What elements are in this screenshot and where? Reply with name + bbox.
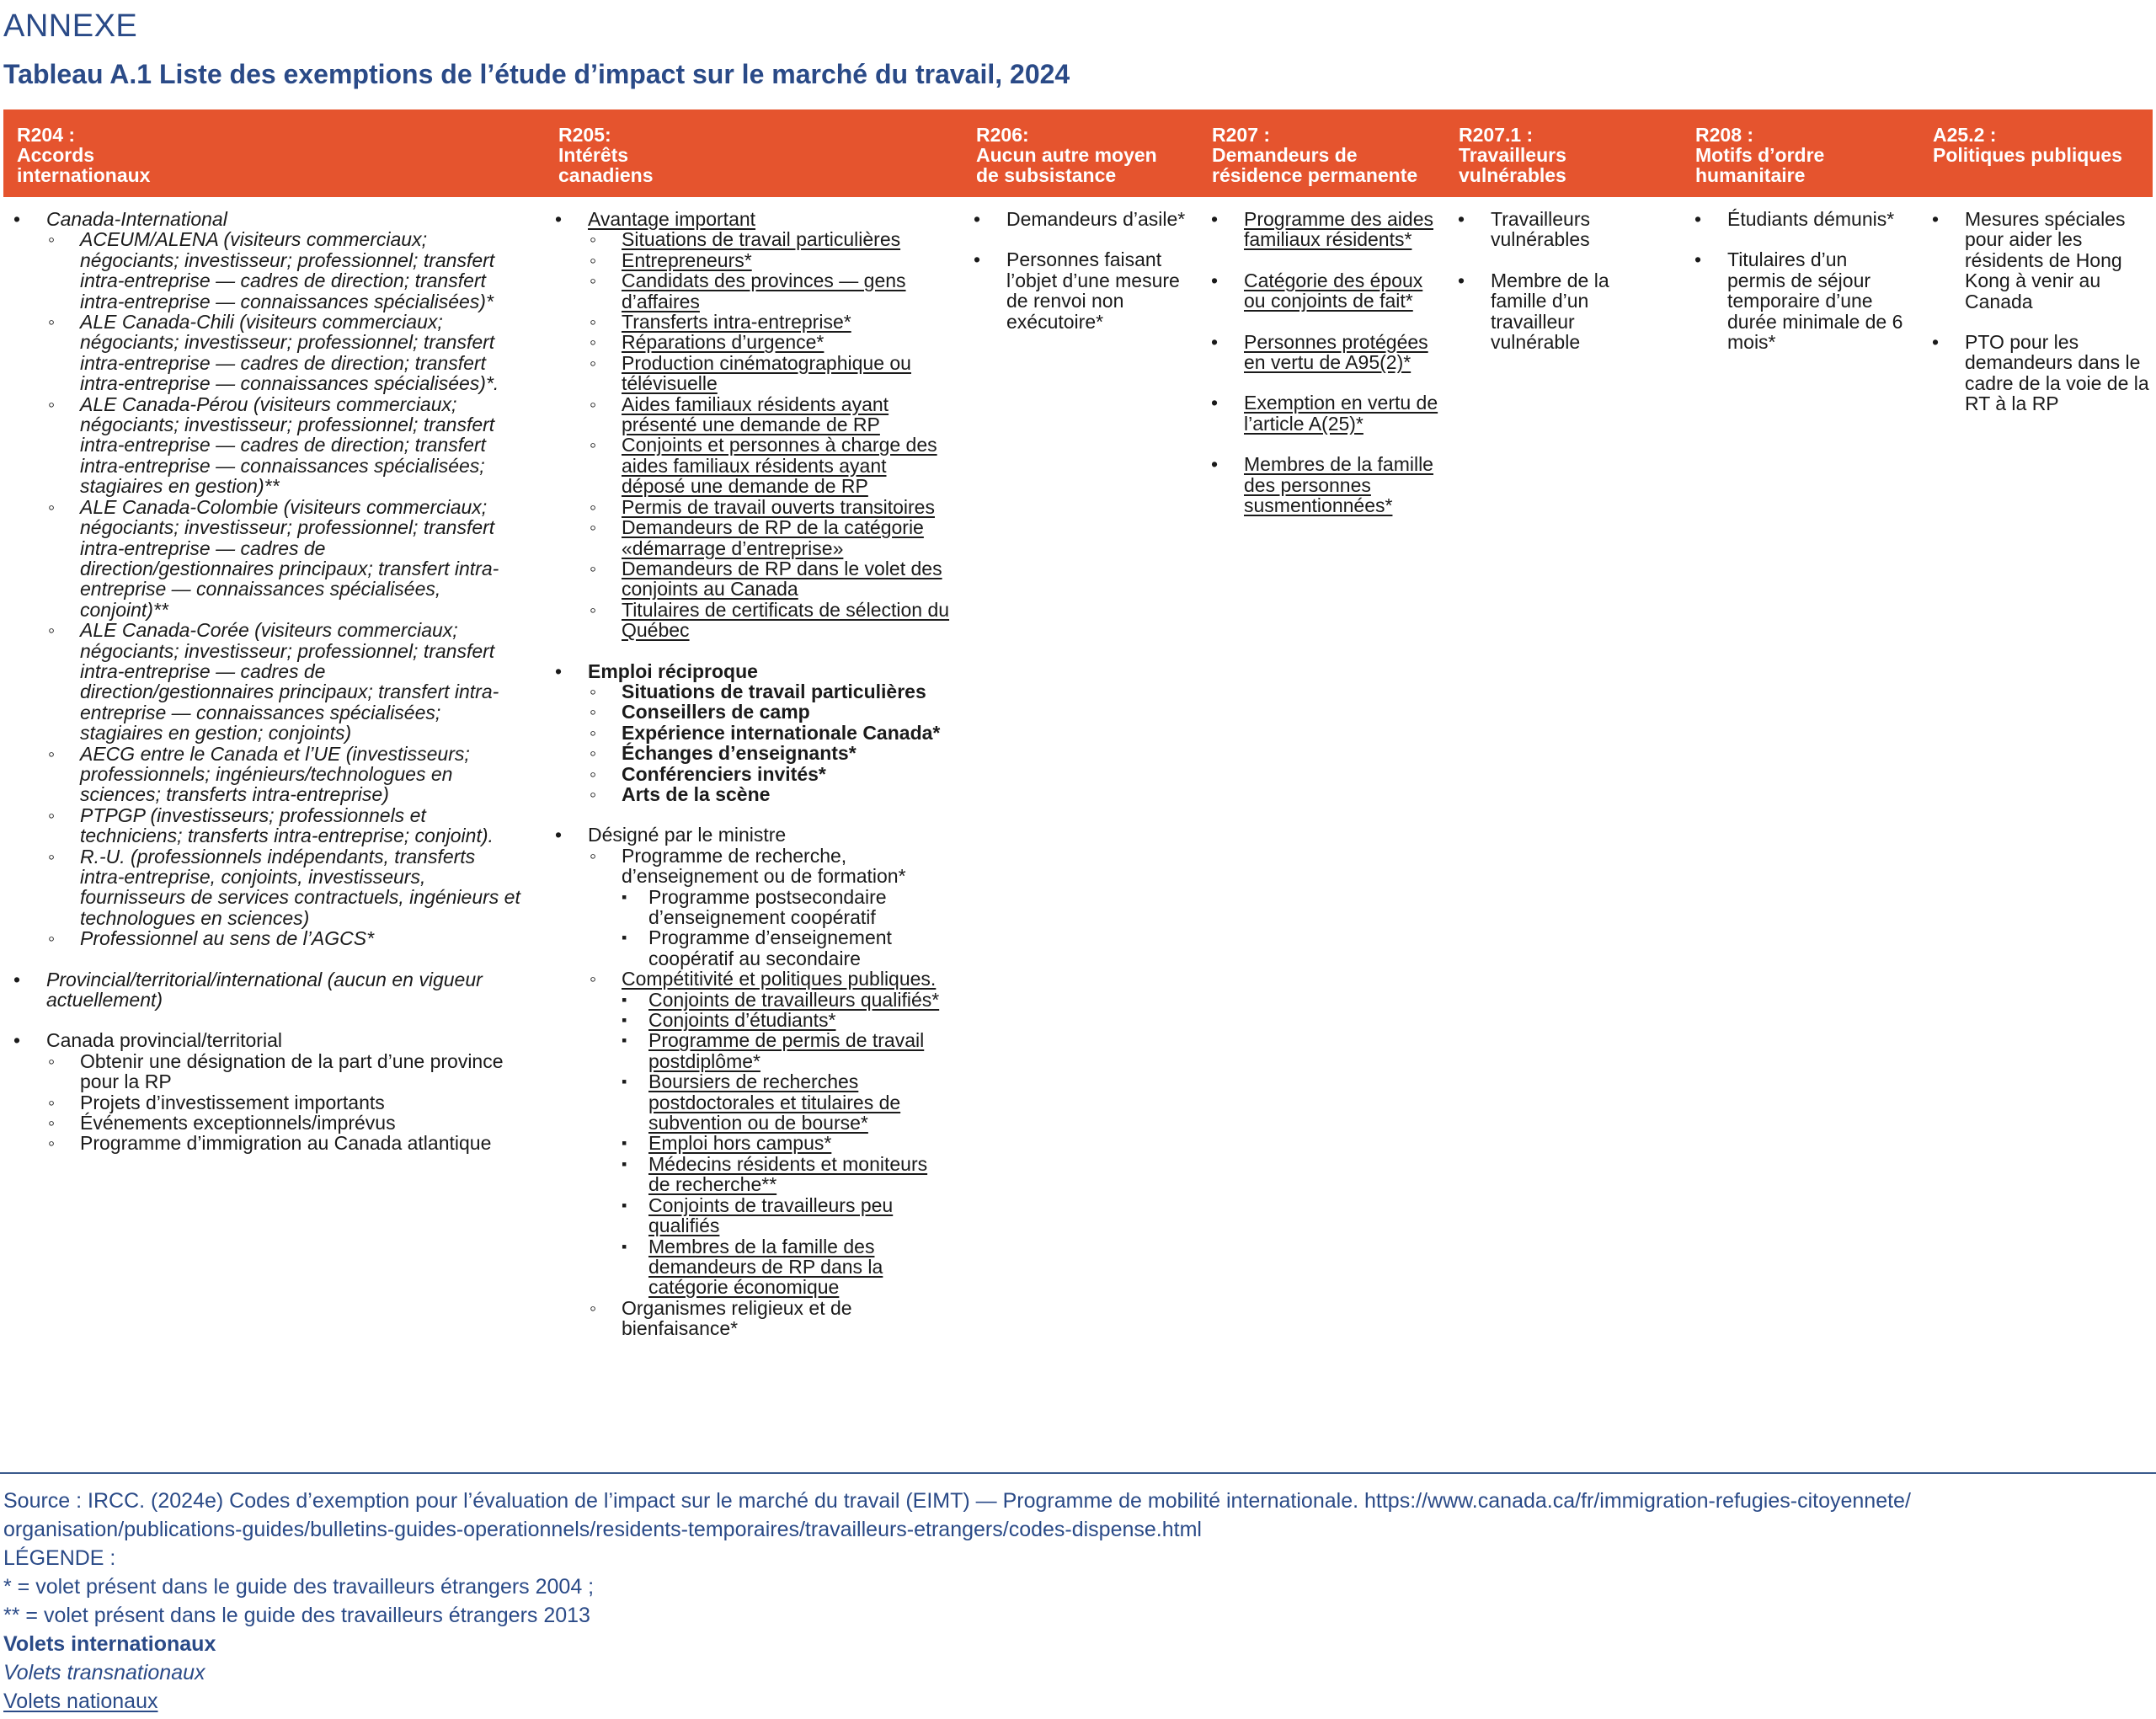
sub-list xyxy=(588,229,952,640)
group-spacer xyxy=(1446,250,1669,270)
header-col-r204 xyxy=(17,125,150,185)
list-item xyxy=(543,825,952,1338)
footer-divider xyxy=(0,1472,2156,1474)
list-item xyxy=(1446,270,1669,353)
list-item-text: Conjoints d’étudiants* xyxy=(648,1009,836,1032)
list-item-text: Programme d’enseignement coopératif au secondaire xyxy=(648,926,892,969)
header-label: Travailleurs vulnérables xyxy=(1459,144,1566,186)
legend-double-star: ** = volet présent dans le guide des travailleurs étrangers 2013 xyxy=(3,1604,590,1627)
list-item-text: Personnes protégées en vertu de A95(2)* xyxy=(1244,330,1428,374)
list-item-text: Médecins résidents et moniteurs de recherche** xyxy=(648,1152,928,1196)
header-label: Demandeurs de résidence permanente xyxy=(1212,144,1418,186)
list-item-text: Boursiers de recherches postdoctorales et titulaires de subvention ou de bourse* xyxy=(648,1070,901,1134)
column-r208-content xyxy=(1683,209,1906,352)
list-item-text: Entrepreneurs* xyxy=(622,248,752,271)
list-item xyxy=(588,353,952,394)
group-spacer xyxy=(1199,250,1439,270)
list-item xyxy=(1446,209,1669,250)
list-item xyxy=(1920,209,2152,312)
list-item-text: Production cinématographique ou télévisuelle xyxy=(622,351,911,395)
list-item xyxy=(1199,270,1439,312)
list-item-text: ALE Canada-Colombie (visiteurs commerciaux; négociants; investisseur; professionnel; transfert intra-entreprise — cadres de direction/gestionnaires principaux; transfert intra-entreprise — connaissances spécialisées, conjoint)** xyxy=(80,495,499,621)
list-item xyxy=(622,1154,952,1195)
list-item xyxy=(1683,209,1906,229)
list-item xyxy=(1199,392,1439,434)
list-item xyxy=(588,394,952,435)
list-item xyxy=(622,1133,952,1153)
bullet-list xyxy=(1446,209,1669,352)
bullet-list xyxy=(1199,209,1439,515)
list-item xyxy=(588,764,952,784)
bullet-list xyxy=(1683,209,1906,352)
header-col-r205 xyxy=(558,125,654,185)
header-col-r207 xyxy=(1212,125,1417,185)
sub-list xyxy=(46,1051,522,1154)
list-item-text: Organismes religieux et de bienfaisance* xyxy=(622,1296,852,1340)
list-item xyxy=(588,1298,952,1339)
group-spacer xyxy=(2,949,522,969)
list-item-text: Canada-International xyxy=(46,208,227,230)
list-item xyxy=(46,805,522,846)
list-item xyxy=(46,1051,522,1092)
header-label: Intérêts canadiens xyxy=(558,144,654,186)
list-item xyxy=(2,969,522,1011)
list-item-text: ALE Canada-Corée (visiteurs commerciaux; négociants; investisseur; professionnel; transfert intra-entreprise — cadres de direction/gestionnaires principaux; transfert intra-entreprise — connaissances spécialisées; stagiaires en gestion; conjoints) xyxy=(80,619,499,745)
list-item-text: Permis de travail ouverts transitoires xyxy=(622,495,935,518)
list-item xyxy=(46,620,522,743)
list-item-text: Conjoints de travailleurs qualifiés* xyxy=(648,988,940,1011)
header-label: Aucun autre moyen de subsistance xyxy=(976,144,1157,186)
header-code: R205: xyxy=(558,124,611,146)
list-item xyxy=(46,744,522,805)
list-item xyxy=(46,1113,522,1133)
list-item xyxy=(622,1236,952,1298)
list-item-text: Mesures spéciales pour aider les résidents de Hong Kong à venir au Canada xyxy=(1965,208,2126,312)
list-item xyxy=(622,1010,952,1030)
list-item xyxy=(588,435,952,496)
list-item xyxy=(588,702,952,722)
header-col-r207-1 xyxy=(1459,125,1566,185)
group-spacer xyxy=(1683,229,1906,249)
list-item xyxy=(1920,332,2152,414)
list-item-text: Titulaires de certificats de sélection du Québec xyxy=(622,598,950,642)
list-item xyxy=(588,517,952,558)
list-item xyxy=(46,1133,522,1153)
list-item-text: PTPGP (investisseurs; professionnels et techniciens; transferts intra-entreprise; conjoint). xyxy=(80,803,494,847)
list-item-text: Programme des aides familiaux résidents* xyxy=(1244,208,1433,251)
table-header xyxy=(3,109,2153,197)
group-spacer xyxy=(1199,372,1439,392)
header-col-a25-2 xyxy=(1933,125,2122,165)
list-item-text: R.-U. (professionnels indépendants, transferts intra-entreprise, conjoints, investisseurs, fournisseurs de services contractuels, ingénieurs et technologues en sciences) xyxy=(80,845,520,929)
list-item xyxy=(588,969,952,1298)
list-item-text: Catégorie des époux ou conjoints de fait* xyxy=(1244,269,1423,312)
sub-list xyxy=(588,846,952,1339)
list-item xyxy=(588,312,952,332)
list-item-text: Provincial/territorial/international (aucun en vigueur actuellement) xyxy=(46,968,483,1012)
list-item-text: Projets d’investissement importants xyxy=(80,1091,385,1113)
list-item xyxy=(588,332,952,352)
list-item-text: Programme de permis de travail postdiplôme* xyxy=(648,1029,925,1072)
column-r205-content xyxy=(543,209,952,1339)
list-item-text: Conjoints de travailleurs peu qualifiés xyxy=(648,1193,894,1237)
list-item xyxy=(588,250,952,270)
list-item xyxy=(622,887,952,928)
list-item-text: Compétitivité et politiques publiques. xyxy=(622,968,937,990)
column-r206-content xyxy=(962,209,1202,332)
list-item-text: Exemption en vertu de l’article A(25)* xyxy=(1244,392,1438,435)
list-item-text: Programme de recherche, d’enseignement ou de formation* xyxy=(622,844,906,888)
list-item xyxy=(46,846,522,929)
list-item xyxy=(588,229,952,249)
table-footer xyxy=(3,1487,2143,1716)
list-item-text: Travailleurs vulnérables xyxy=(1491,208,1591,251)
list-item xyxy=(588,497,952,517)
list-item-text: ALE Canada-Chili (visiteurs commerciaux; négociants; investisseur; professionnel; transfert intra-entreprise — cadres de direction; transfert intra-entreprise — connaissances spécialisées)*. xyxy=(80,311,499,395)
group-spacer xyxy=(1199,312,1439,332)
list-item xyxy=(2,209,522,949)
key-national: Volets nationaux xyxy=(3,1690,158,1713)
list-item-text: Emploi réciproque xyxy=(588,659,758,682)
list-item-text: Titulaires d’un permis de séjour temporaire d’une durée minimale de 6 mois* xyxy=(1727,248,1903,354)
list-item xyxy=(1683,249,1906,352)
list-item-text: Programme postsecondaire d’enseignement coopératif xyxy=(648,885,887,928)
header-code: R207 : xyxy=(1212,124,1271,146)
group-spacer xyxy=(2,1010,522,1030)
list-item-text: Demandeurs de RP de la catégorie «démarrage d’entreprise» xyxy=(622,516,924,559)
bullet-list xyxy=(1920,209,2152,414)
list-item xyxy=(1199,209,1439,250)
list-item xyxy=(46,229,522,312)
list-item-text: Événements exceptionnels/imprévus xyxy=(80,1112,396,1134)
list-item-text: Conférenciers invités* xyxy=(622,762,826,785)
list-item-text: Candidats des provinces — gens d’affaires xyxy=(622,270,906,312)
header-code: R208 : xyxy=(1695,124,1754,146)
list-item xyxy=(588,600,952,641)
list-item xyxy=(622,1030,952,1071)
list-item xyxy=(588,723,952,743)
list-item xyxy=(588,784,952,804)
list-item-text: Situations de travail particulières xyxy=(622,680,926,702)
list-item xyxy=(1199,332,1439,373)
bullet-list xyxy=(962,209,1202,332)
key-transnational: Volets transnationaux xyxy=(3,1661,205,1684)
list-item-text: Désigné par le ministre xyxy=(588,824,787,846)
list-item xyxy=(1199,454,1439,515)
list-item-text: ALE Canada-Pérou (visiteurs commerciaux; négociants; investisseur; professionnel; transfert intra-entreprise — cadres de direction; transfert intra-entreprise — connaissances spécialisées; stagiaires en gestion)** xyxy=(80,392,495,498)
sub-list xyxy=(46,229,522,948)
column-r204-content xyxy=(2,209,522,1154)
list-item xyxy=(588,270,952,312)
list-item xyxy=(46,928,522,948)
list-item-text: Membres de la famille des demandeurs de RP dans la catégorie économique xyxy=(648,1235,883,1299)
list-item-text: Demandeurs de RP dans le volet des conjoints au Canada xyxy=(622,557,942,601)
table-title: Tableau A.1 Liste des exemptions de l’étude d’impact sur le marché du travail, 2024 xyxy=(3,59,1070,89)
list-item xyxy=(962,249,1202,332)
sub-list xyxy=(588,681,952,804)
list-item-text: AECG entre le Canada et l’UE (investisseurs; professionnels; ingénieurs/technologues en sciences; transferts intra-entreprise) xyxy=(80,742,470,806)
list-item xyxy=(46,497,522,620)
header-code: R207.1 : xyxy=(1459,124,1534,146)
list-item xyxy=(2,1030,522,1153)
list-item-text: Transferts intra-entreprise* xyxy=(622,311,851,334)
annexe-heading: ANNEXE xyxy=(3,8,138,44)
header-code: R206: xyxy=(976,124,1029,146)
list-item xyxy=(622,990,952,1010)
header-label: Motifs d’ordre humanitaire xyxy=(1695,144,1825,186)
header-code: A25.2 : xyxy=(1933,124,1997,146)
header-label: Politiques publiques xyxy=(1933,144,2122,166)
sub-sub-list xyxy=(622,990,952,1298)
source-line-1: Source : IRCC. (2024e) Codes d’exemption pour l’évaluation de l’impact sur le marché du travail (EIMT) — Programme de mobilité internationale. https://www.canada.ca/fr/immigration-refugies-citoyennete/ xyxy=(3,1489,1911,1513)
list-item-text: Personnes faisant l’objet d’une mesure de renvoi non exécutoire* xyxy=(1006,248,1180,333)
header-code: R204 : xyxy=(17,124,76,146)
legend-title: LÉGENDE : xyxy=(3,1546,116,1570)
list-item-text: ACEUM/ALENA (visiteurs commerciaux; négociants; investisseur; professionnel; transfert intra-entreprise — cadres de direction; transfert intra-entreprise — connaissances spécialisées)* xyxy=(80,228,495,312)
group-spacer xyxy=(543,641,952,661)
list-item-text: Programme d’immigration au Canada atlantique xyxy=(80,1132,492,1155)
list-item xyxy=(588,681,952,702)
list-item-text: Obtenir une désignation de la part d’une province pour la RP xyxy=(80,1049,504,1093)
group-spacer xyxy=(543,804,952,825)
group-spacer xyxy=(1199,434,1439,454)
header-label: Accords internationaux xyxy=(17,144,151,186)
list-item-text: Conseillers de camp xyxy=(622,701,810,723)
list-item-text: Situations de travail particulières xyxy=(622,228,901,251)
list-item xyxy=(46,312,522,394)
bullet-list xyxy=(2,209,522,1154)
list-item-text: PTO pour les demandeurs dans le cadre de la voie de la RT à la RP xyxy=(1965,331,2149,415)
list-item-text: Expérience internationale Canada* xyxy=(622,721,941,744)
list-item-text: Demandeurs d’asile* xyxy=(1006,208,1186,230)
list-item-text: Professionnel au sens de l’AGCS* xyxy=(80,927,375,950)
group-spacer xyxy=(962,229,1202,249)
list-item-text: Réparations d’urgence* xyxy=(622,331,825,354)
list-item xyxy=(588,743,952,763)
list-item xyxy=(622,1071,952,1133)
column-r207-content xyxy=(1199,209,1439,515)
list-item-text: Emploi hors campus* xyxy=(648,1132,832,1155)
list-item-text: Conjoints et personnes à charge des aides familiaux résidents ayant déposé une demande de RP xyxy=(622,434,937,498)
list-item-text: Étudiants démunis* xyxy=(1727,208,1895,230)
list-item-text: Aides familiaux résidents ayant présenté une demande de RP xyxy=(622,392,889,436)
key-international: Volets internationaux xyxy=(3,1632,216,1656)
sub-sub-list xyxy=(622,887,952,969)
list-item-text: Arts de la scène xyxy=(622,782,771,805)
list-item-text: Membres de la famille des personnes susmentionnées* xyxy=(1244,453,1433,517)
header-col-r206 xyxy=(976,125,1157,185)
list-item xyxy=(46,394,522,497)
list-item xyxy=(543,661,952,805)
column-r207-1-content xyxy=(1446,209,1669,352)
header-col-r208 xyxy=(1695,125,1824,185)
bullet-list xyxy=(543,209,952,1339)
list-item xyxy=(588,558,952,600)
list-item xyxy=(46,1092,522,1113)
source-line-2: organisation/publications-guides/bulletins-guides-operationnels/residents-temporaires/travailleurs-etrangers/codes-dispense.html xyxy=(3,1518,1202,1541)
column-a25-2-content xyxy=(1920,209,2152,414)
list-item xyxy=(622,927,952,969)
legend-single-star: * = volet présent dans le guide des travailleurs étrangers 2004 ; xyxy=(3,1575,595,1599)
group-spacer xyxy=(1920,312,2152,332)
list-item-text: Canada provincial/territorial xyxy=(46,1029,282,1052)
list-item xyxy=(543,209,952,641)
list-item-text: Avantage important xyxy=(588,208,756,230)
list-item-text: Échanges d’enseignants* xyxy=(622,742,857,765)
list-item xyxy=(962,209,1202,229)
list-item xyxy=(622,1195,952,1236)
list-item-text: Membre de la famille d’un travailleur vulnérable xyxy=(1491,269,1609,354)
list-item xyxy=(588,846,952,969)
